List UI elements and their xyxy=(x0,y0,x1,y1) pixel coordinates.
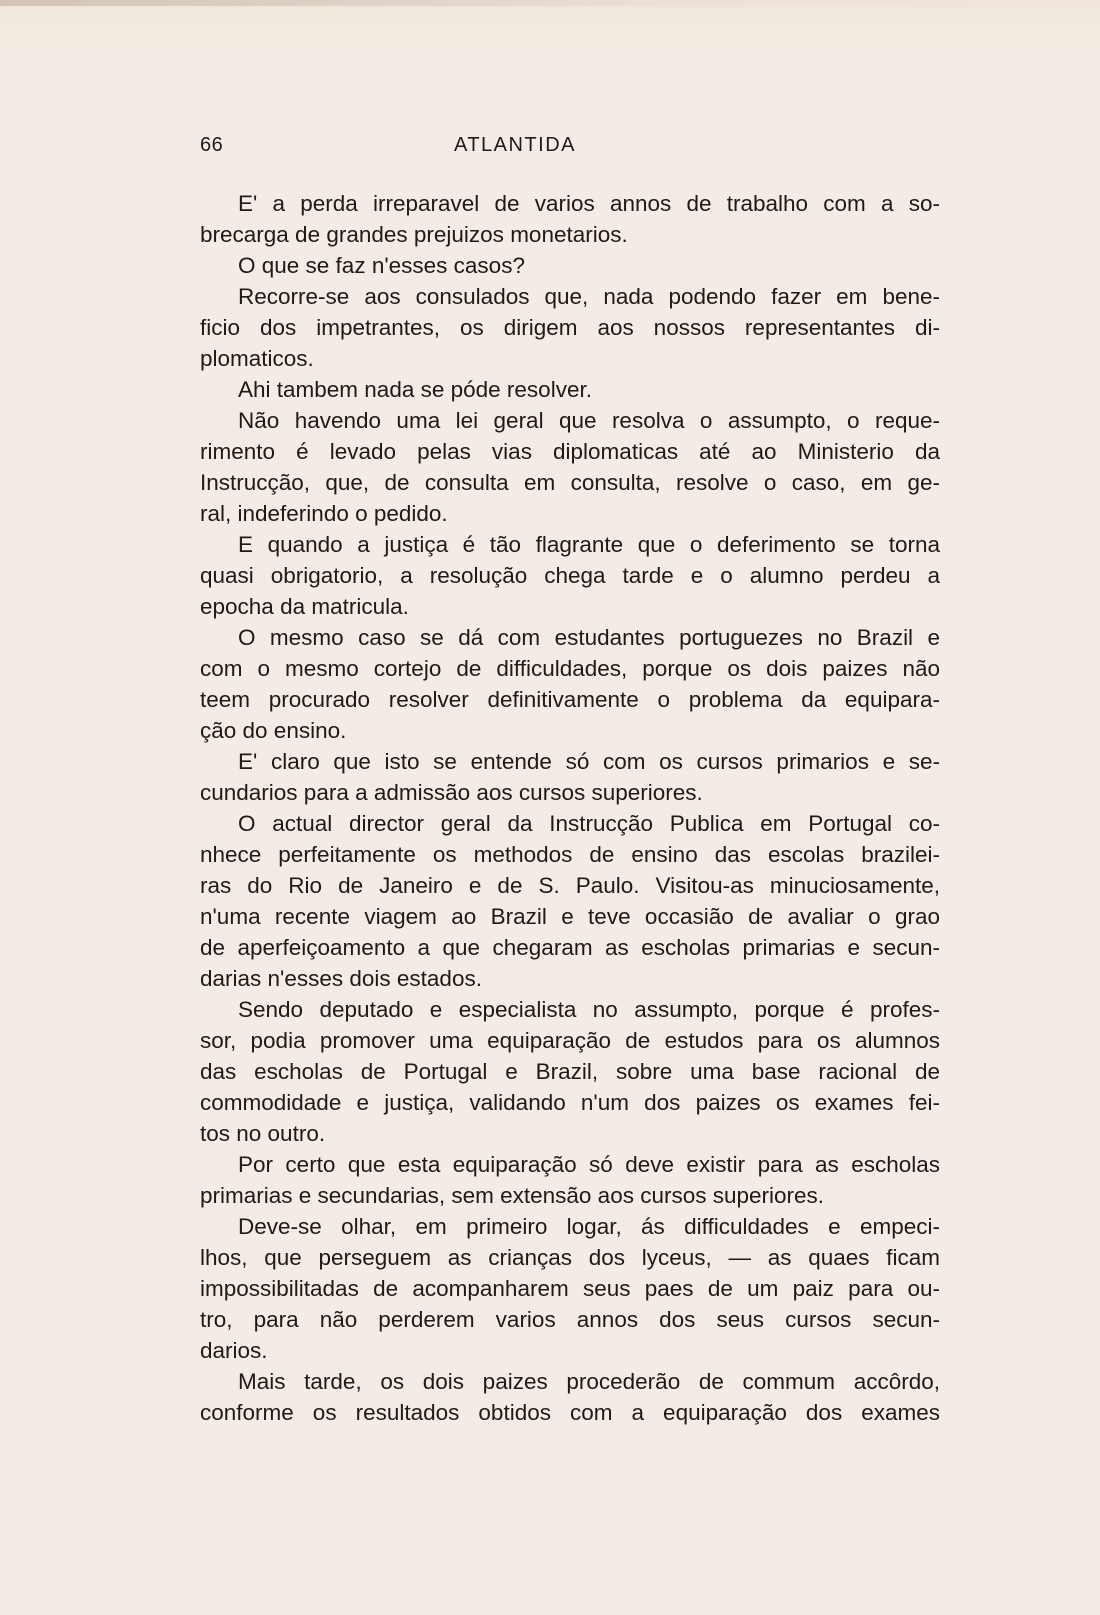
body-text xyxy=(200,188,940,1428)
text-line: Por certo que esta equiparação só deve existir para as escholas xyxy=(238,1152,940,1177)
text-line: tos no outro. xyxy=(200,1121,326,1146)
text-line: E' claro que isto se entende só com os cursos primarios e se- xyxy=(238,749,940,774)
running-title: ATLANTIDA xyxy=(453,134,577,156)
text-line: ral, indeferindo o pedido. xyxy=(200,501,448,526)
text-line: ção do ensino. xyxy=(200,718,347,743)
page-number: 66 xyxy=(200,134,224,156)
text-line: Recorre-se aos consulados que, nada podendo fazer em bene- xyxy=(238,284,940,309)
text-line: rimento é levado pelas vias diplomaticas até ao Ministerio da xyxy=(200,439,940,464)
text-line: nhece perfeitamente os methodos de ensino das escolas brazilei- xyxy=(200,842,940,867)
text-line: cundarios para a admissão aos cursos superiores. xyxy=(200,780,703,805)
running-header xyxy=(200,134,926,164)
text-line: Sendo deputado e especialista no assumpto, porque é profes- xyxy=(238,997,940,1022)
text-line: impossibilitadas de acompanharem seus paes de um paiz para ou- xyxy=(200,1276,940,1301)
text-line: ficio dos impetrantes, os dirigem aos nossos representantes di- xyxy=(200,315,940,340)
text-line: O que se faz n'esses casos? xyxy=(238,253,525,278)
text-line: tro, para não perderem varios annos dos seus cursos secun- xyxy=(200,1307,940,1332)
text-line: de aperfeiçoamento a que chegaram as escholas primarias e secun- xyxy=(200,935,940,960)
text-line: lhos, que perseguem as crianças dos lyceus, — as quaes ficam xyxy=(200,1245,940,1270)
text-line: E quando a justiça é tão flagrante que o deferimento se torna xyxy=(238,532,940,557)
text-line: sor, podia promover uma equiparação de estudos para os alumnos xyxy=(200,1028,940,1053)
text-line: E' a perda irreparavel de varios annos de trabalho com a so- xyxy=(238,191,940,216)
text-line: commodidade e justiça, validando n'um dos paizes os exames fei- xyxy=(200,1090,940,1115)
text-line: Deve-se olhar, em primeiro logar, ás difficuldades e empeci- xyxy=(238,1214,940,1239)
text-line: quasi obrigatorio, a resolução chega tarde e o alumno perdeu a xyxy=(200,563,940,588)
text-line: ras do Rio de Janeiro e de S. Paulo. Visitou-as minuciosamente, xyxy=(200,873,940,898)
text-line: epocha da matricula. xyxy=(200,594,409,619)
text-line: Mais tarde, os dois paizes procederão de commum accôrdo, xyxy=(238,1369,940,1394)
text-line: plomaticos. xyxy=(200,346,314,371)
text-line: conforme os resultados obtidos com a equiparação dos exames xyxy=(200,1400,940,1425)
text-line: teem procurado resolver definitivamente o problema da equipara- xyxy=(200,687,940,712)
text-line: com o mesmo cortejo de difficuldades, porque os dois paizes não xyxy=(200,656,940,681)
text-line: Não havendo uma lei geral que resolva o assumpto, o reque- xyxy=(238,408,940,433)
text-line: Ahi tambem nada se póde resolver. xyxy=(238,377,592,402)
text-line: darios. xyxy=(200,1338,268,1363)
text-line: brecarga de grandes prejuizos monetarios. xyxy=(200,222,628,247)
text-line: Instrucção, que, de consulta em consulta, resolve o caso, em ge- xyxy=(200,470,940,495)
text-line: das escholas de Portugal e Brazil, sobre uma base racional de xyxy=(200,1059,940,1084)
text-line: O actual director geral da Instrucção Publica em Portugal co- xyxy=(238,811,940,836)
text-line: O mesmo caso se dá com estudantes portuguezes no Brazil e xyxy=(238,625,940,650)
text-line: primarias e secundarias, sem extensão aos cursos superiores. xyxy=(200,1183,825,1208)
text-line: n'uma recente viagem ao Brazil e teve occasião de avaliar o grao xyxy=(200,904,940,929)
page-top-edge xyxy=(0,0,1100,6)
text-line: darias n'esses dois estados. xyxy=(200,966,482,991)
